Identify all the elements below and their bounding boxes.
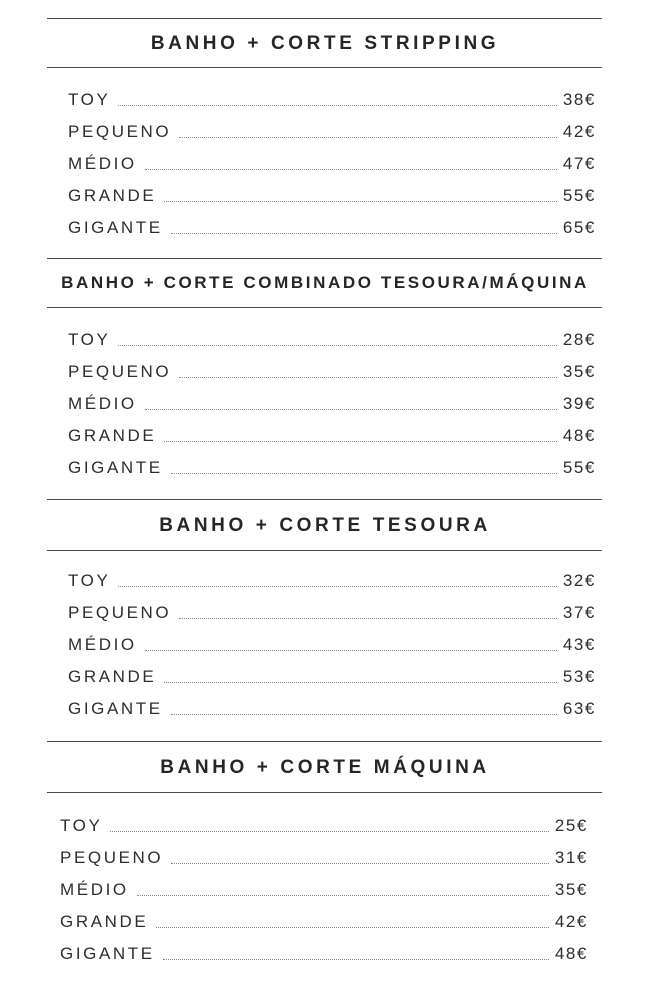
price-value: 55€ — [562, 458, 596, 477]
price-value: 28€ — [562, 330, 596, 349]
size-label: PEQUENO — [68, 362, 172, 381]
price-row — [68, 455, 596, 479]
section-title-rule — [47, 67, 602, 68]
size-label: MÉDIO — [68, 154, 137, 173]
price-row — [68, 632, 596, 656]
price-value: 37€ — [562, 603, 596, 622]
size-label: MÉDIO — [60, 880, 129, 899]
size-label: PEQUENO — [68, 122, 172, 141]
size-label: GRANDE — [60, 912, 149, 931]
dot-leader — [171, 863, 549, 864]
size-label: TOY — [68, 330, 111, 349]
size-label: GIGANTE — [68, 218, 163, 237]
price-value: 48€ — [554, 944, 588, 963]
price-row — [68, 423, 596, 447]
dot-leader — [164, 682, 556, 683]
price-row — [68, 183, 596, 207]
section-title-rule — [47, 792, 602, 793]
price-row — [68, 327, 596, 351]
price-row — [68, 664, 596, 688]
dot-leader — [118, 586, 556, 587]
price-row — [60, 877, 588, 901]
price-row — [68, 696, 596, 720]
price-row — [60, 909, 588, 933]
section-title-rule — [47, 307, 602, 308]
size-label: GIGANTE — [60, 944, 155, 963]
price-value: 31€ — [554, 848, 588, 867]
section-top-rule — [47, 258, 602, 259]
dot-leader — [171, 473, 557, 474]
price-value: 48€ — [562, 426, 596, 445]
section-title-maquina: BANHO + CORTE MÁQUINA — [160, 757, 490, 778]
dot-leader — [137, 895, 549, 896]
price-row — [60, 845, 588, 869]
size-label: GRANDE — [68, 186, 157, 205]
dot-leader — [145, 650, 557, 651]
section-top-rule — [47, 499, 602, 500]
size-label: TOY — [60, 816, 103, 835]
dot-leader — [164, 441, 556, 442]
size-label: GRANDE — [68, 426, 157, 445]
dot-leader — [118, 345, 556, 346]
dot-leader — [163, 959, 549, 960]
section-title-rule — [47, 550, 602, 551]
price-value: 65€ — [562, 218, 596, 237]
section-title-combinado: BANHO + CORTE COMBINADO TESOURA/MÁQUINA — [61, 273, 589, 292]
price-row — [68, 87, 596, 111]
dot-leader — [179, 137, 557, 138]
price-value: 43€ — [562, 635, 596, 654]
section-title-stripping: BANHO + CORTE STRIPPING — [150, 33, 500, 54]
price-value: 32€ — [562, 571, 596, 590]
price-value: 42€ — [562, 122, 596, 141]
price-value: 53€ — [562, 667, 596, 686]
dot-leader — [171, 233, 557, 234]
price-row — [68, 391, 596, 415]
size-label: GIGANTE — [68, 458, 163, 477]
section-top-rule — [47, 18, 602, 19]
dot-leader — [171, 714, 557, 715]
size-label: TOY — [68, 571, 111, 590]
price-row — [68, 568, 596, 592]
dot-leader — [145, 409, 557, 410]
section-top-rule — [47, 741, 602, 742]
price-row — [68, 359, 596, 383]
price-row — [68, 151, 596, 175]
price-value: 47€ — [562, 154, 596, 173]
dot-leader — [110, 831, 548, 832]
price-row — [68, 215, 596, 239]
price-value: 35€ — [562, 362, 596, 381]
dot-leader — [118, 105, 556, 106]
size-label: MÉDIO — [68, 394, 137, 413]
size-label: MÉDIO — [68, 635, 137, 654]
section-title-tesoura: BANHO + CORTE TESOURA — [159, 515, 491, 536]
dot-leader — [145, 169, 557, 170]
price-row — [60, 941, 588, 965]
size-label: PEQUENO — [68, 603, 172, 622]
size-label: PEQUENO — [60, 848, 164, 867]
price-value: 55€ — [562, 186, 596, 205]
price-row — [60, 813, 588, 837]
dot-leader — [156, 927, 548, 928]
dot-leader — [179, 377, 557, 378]
price-value: 39€ — [562, 394, 596, 413]
dot-leader — [164, 201, 556, 202]
size-label: TOY — [68, 90, 111, 109]
size-label: GRANDE — [68, 667, 157, 686]
price-value: 35€ — [554, 880, 588, 899]
price-row — [68, 600, 596, 624]
dot-leader — [179, 618, 557, 619]
size-label: GIGANTE — [68, 699, 163, 718]
price-value: 38€ — [562, 90, 596, 109]
price-value: 25€ — [554, 816, 588, 835]
price-value: 42€ — [554, 912, 588, 931]
price-row — [68, 119, 596, 143]
price-value: 63€ — [562, 699, 596, 718]
